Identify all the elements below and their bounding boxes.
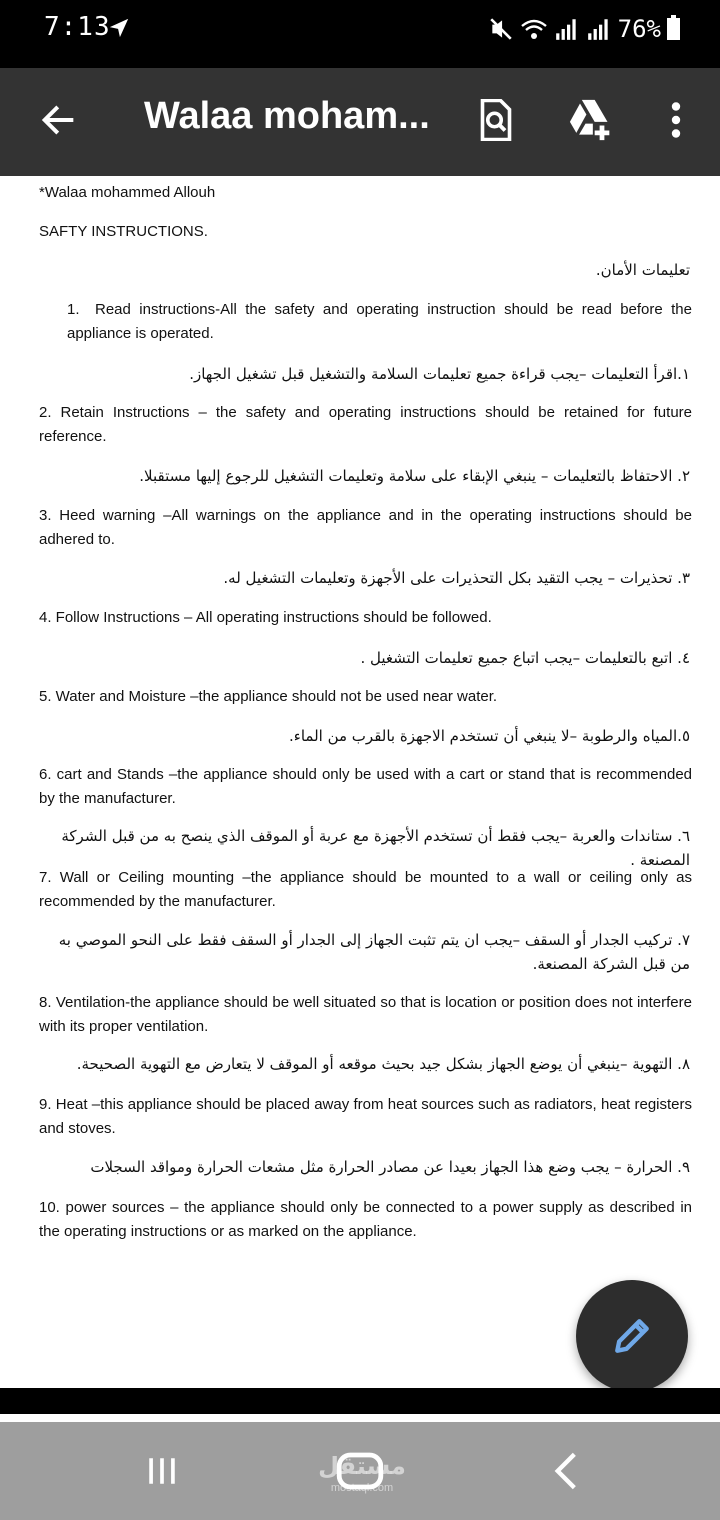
document-heading-arabic: تعليمات الأمان. — [595, 261, 690, 279]
instruction-1-english — [67, 298, 692, 346]
author-line: *Walaa mohammed Allouh — [39, 184, 216, 201]
arrow-left-icon — [38, 100, 78, 140]
instruction-1-arabic: ١.اقرأ التعليمات –يجب قراءة جميع تعليمات السلامة والتشغيل قبل تشغيل الجهاز. — [189, 365, 690, 383]
wifi-icon — [520, 16, 548, 42]
edit-fab-button[interactable] — [576, 1280, 688, 1392]
battery-percent: 76% — [617, 15, 661, 43]
system-navigation-bar — [0, 1422, 720, 1520]
instruction-6-english: 6. cart and Stands –the appliance should only be used with a cart or stand that is recommended by the manufacturer. — [39, 766, 692, 807]
instruction-8-english: 8. Ventilation-the appliance should be well situated so that is location or position does not interfere with its proper ventilation. — [39, 994, 692, 1035]
recent-apps-button[interactable] — [132, 1446, 192, 1496]
instruction-2-english: 2. Retain Instructions – the safety and operating instructions should be retained for future reference. — [39, 404, 692, 445]
watermark-text: مستقل — [318, 1453, 406, 1480]
add-to-drive-button[interactable] — [563, 90, 619, 150]
bottom-divider-light — [0, 1414, 720, 1422]
more-vert-icon — [670, 102, 682, 138]
more-options-button[interactable] — [650, 90, 702, 150]
instruction-5-english: 5. Water and Moisture –the appliance should not be used near water. — [39, 688, 498, 705]
instruction-1-number: 1. — [67, 301, 80, 318]
status-time: 7:13 — [44, 12, 111, 42]
instruction-7-arabic: ٧. تركيب الجدار أو السقف –يجب ان يتم تثبت الجهاز إلى الجدار أو السقف فقط على النحو الموصي به من قبل الشركة المصنعة. — [58, 931, 690, 973]
send-icon — [108, 17, 130, 39]
instruction-1-text: Read instructions-All the safety and operating instruction should be read before the appliance is operated. — [67, 301, 692, 342]
back-button[interactable] — [30, 92, 86, 148]
watermark-subtext: mostaql.com — [330, 1482, 394, 1494]
mute-icon — [488, 16, 514, 42]
search-document-icon — [478, 99, 514, 141]
battery-icon — [667, 18, 680, 40]
search-in-document-button[interactable] — [468, 90, 524, 150]
status-indicators — [488, 12, 680, 46]
system-back-button[interactable] — [536, 1446, 596, 1496]
bottom-divider — [0, 1388, 720, 1414]
document-page — [0, 176, 720, 1388]
instruction-9-english: 9. Heat –this appliance should be placed away from heat sources such as radiators, heat registers and stoves. — [39, 1096, 692, 1137]
instruction-3-english: 3. Heed warning –All warnings on the appliance and in the operating instructions should be adhered to. — [39, 507, 692, 548]
instruction-4-arabic: ٤. اتبع بالتعليمات –يجب اتباع جميع تعليمات التشغيل . — [360, 649, 690, 667]
google-drive-add-icon — [567, 98, 615, 142]
status-bar — [0, 0, 720, 68]
recent-apps-icon — [145, 1454, 179, 1488]
instruction-9-arabic: ٩. الحرارة – يجب وضع هذا الجهاز بعيدا عن مصادر الحرارة مثل مشعات الحرارة ومواقد السجلات — [90, 1158, 690, 1176]
instruction-3-arabic: ٣. تحذيرات – يجب التقيد بكل التحذيرات على الأجهزة وتعليمات التشغيل له. — [223, 569, 690, 587]
document-title: Walaa moham... — [144, 95, 430, 137]
instruction-2-arabic: ٢. الاحتفاظ بالتعليمات – ينبغي الإبقاء على سلامة وتعليمات التشغيل للرجوع إليها مستقبلا. — [139, 467, 690, 485]
edit-pencil-icon — [610, 1314, 654, 1358]
instruction-4-english: 4. Follow Instructions – All operating instructions should be followed. — [39, 609, 492, 626]
instruction-7-english: 7. Wall or Ceiling mounting –the appliance should be mounted to a wall or ceiling only as recommended by the manufacturer. — [39, 869, 692, 910]
home-button[interactable] — [330, 1446, 390, 1496]
signal-icon — [554, 16, 580, 42]
home-icon — [336, 1451, 384, 1491]
document-heading: SAFTY INSTRUCTIONS. — [39, 223, 208, 240]
instruction-6-arabic: ٦. ستاندات والعربة –يجب فقط أن تستخدم الأجهزة مع عربة أو الموقف الذي ينصح به من قبل الشركة المصنعة . — [61, 827, 690, 869]
instruction-5-arabic: ٥.المياه والرطوبة –لا ينبغي أن تستخدم الاجهزة بالقرب من الماء. — [289, 727, 690, 745]
app-toolbar — [0, 68, 720, 176]
instruction-10-english: 10. power sources – the appliance should only be connected to a power supply as described in the operating instructions or as marked on the appliance. — [39, 1199, 692, 1240]
signal-2-icon — [586, 16, 612, 42]
instruction-8-arabic: ٨. التهوية –ينبغي أن يوضع الجهاز بشكل جيد بحيث موقعه أو الموقف لا يتعارض مع التهوية الصحيحة. — [76, 1055, 690, 1073]
chevron-left-icon — [551, 1451, 581, 1491]
